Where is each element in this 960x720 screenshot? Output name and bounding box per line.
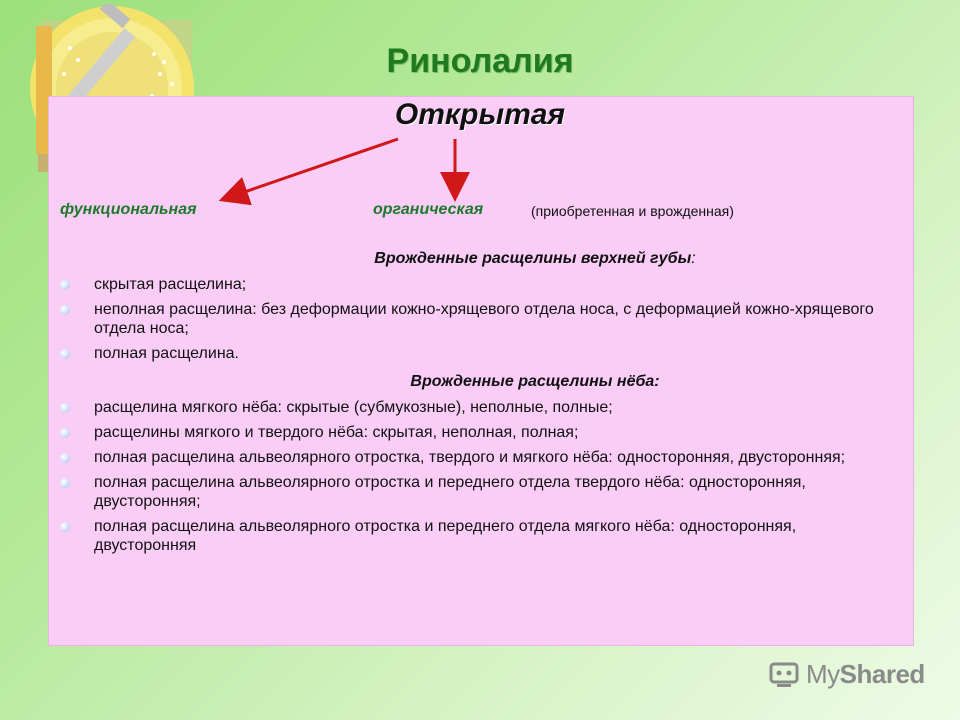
lip-section-heading [0,250,960,268]
lip-heading-text: Врожденные расщелины верхней губы [374,250,692,267]
lip-heading-colon: : [691,250,696,267]
list-item [60,473,900,511]
palate-section-heading: Врожденные расщелины нёба: [410,373,660,390]
bullet-icon [60,280,70,290]
slide-title: Ринолалия [386,42,574,80]
myshared-logo-icon [768,658,800,690]
list-item [60,517,900,555]
bullet-icon [60,403,70,413]
list-item-text: расщелины мягкого и твердого нёба: скрытая, неполная, полная; [94,424,579,441]
category-organic-note: (приобретенная и врожденная) [531,203,734,219]
content-panel [48,96,914,646]
bullet-icon [60,522,70,532]
list-item-text: полная расщелина. [94,345,239,362]
watermark-shared: Shared [839,658,925,689]
bullet-icon [60,428,70,438]
list-item-text: расщелина мягкого нёба: скрытые (субмукозные), неполные, полные; [94,399,613,416]
bullet-icon [60,305,70,315]
category-functional: функциональная [60,201,197,218]
palate-cleft-list [60,398,900,555]
list-item-text: полная расщелина альвеолярного отростка и переднего отдела мягкого нёба: односторонняя, двусторонняя [94,518,797,554]
list-item-text: полная расщелина альвеолярного отростка и переднего отдела твердого нёба: односторонняя, двусторонняя; [94,474,806,510]
watermark-my: My [806,658,840,689]
list-item [60,448,900,467]
list-item [60,275,900,294]
lip-cleft-list [60,275,900,363]
list-item-text: скрытая расщелина; [94,276,247,293]
list-item [60,398,900,417]
slide-subtitle: Открытая [394,98,566,131]
bullet-icon [60,453,70,463]
bullet-icon [60,478,70,488]
list-item [60,300,900,338]
list-item-text: неполная расщелина: без деформации кожно-хрящевого отдела носа, с деформацией кожно-хрящевого отдела носа; [94,301,874,337]
mysharedwatermark [768,656,925,692]
list-item [60,423,900,442]
list-item [60,344,900,363]
list-item-text: полная расщелина альвеолярного отростка, твердого и мягкого нёба: односторонняя, двусторонняя; [94,449,846,466]
category-organic: органическая [373,201,484,218]
bullet-icon [60,349,70,359]
